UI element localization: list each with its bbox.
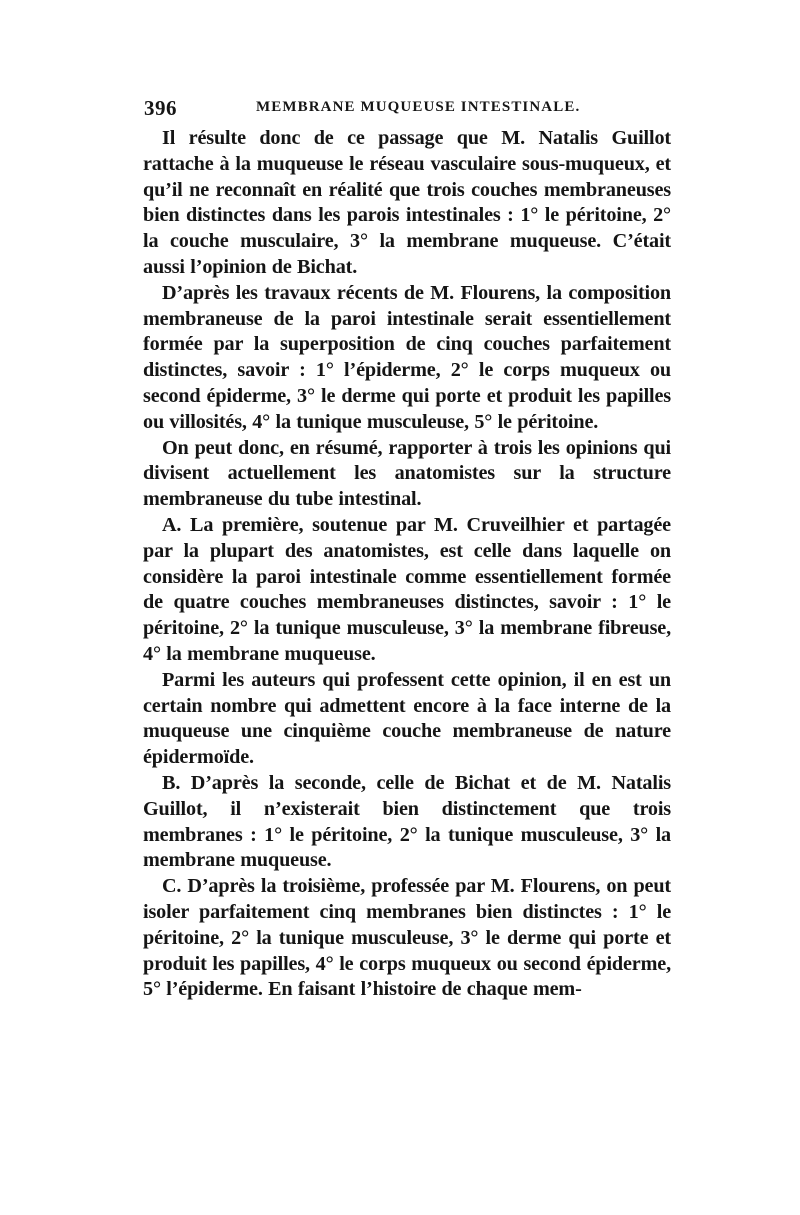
paragraph-opinion-a: A. La première, soutenue par M. Cruveilhier et partagée par la plupart des anatomistes, est celle dans laquelle on considère la paroi intestinale comme essentiellement formée de quatre couches membraneuses distinctes, savoir : 1° le péritoine, 2° la tunique musculeuse, 3° la membrane fibreuse, 4° la membrane muqueuse. <box>143 513 671 665</box>
running-head <box>144 96 674 122</box>
paragraph-guillot-summary: Il résulte donc de ce passage que M. Natalis Guillot rattache à la muqueuse le réseau vasculaire sous-muqueux, et qu’il ne reconnaît en réalité que trois couches membraneuses bien distinctes dans les parois intestinales : 1° le péritoine, 2° la couche musculaire, 3° la membrane muqueuse. C’était aussi l’opinion de Bichat. <box>143 127 671 278</box>
paragraph-fifth-layer: Parmi les auteurs qui professent cette opinion, il en est un certain nombre qui admettent encore à la face interne de la muqueuse une cinquième couche membraneuse de nature épidermoïde. <box>143 668 671 769</box>
paragraph-three-opinions: On peut donc, en résumé, rapporter à trois les opinions qui divisent actuellement les anatomistes sur la structure membraneuse du tube intestinal. <box>143 436 671 511</box>
page-number: 396 <box>144 96 177 120</box>
paragraph-opinion-c: C. D’après la troisième, professée par M. Flourens, on peut isoler parfaitement cinq membranes bien distinctes : 1° le péritoine, 2° la tunique musculeuse, 3° le derme qui porte et produit les papilles, 4° le corps muqueux ou second épiderme, 5° l’épiderme. En faisant l’histoire de chaque mem- <box>143 875 671 1001</box>
body-text <box>143 126 671 1003</box>
paragraph-opinion-b: B. D’après la seconde, celle de Bichat et de M. Natalis Guillot, il n’existerait bien distinctement que trois membranes : 1° le péritoine, 2° la tunique musculeuse, 3° la membrane muqueuse. <box>143 771 671 872</box>
running-title: MEMBRANE MUQUEUSE INTESTINALE. <box>256 99 581 115</box>
paragraph-flourens-composition: D’après les travaux récents de M. Flourens, la composition membraneuse de la paroi intestinale serait essentiellement formée par la superposition de cinq couches parfaitement distinctes, savoir : 1° l’épiderme, 2° le corps muqueux ou second épiderme, 3° le derme qui porte et produit les papilles ou villosités, 4° la tunique musculeuse, 5° le péritoine. <box>143 281 671 433</box>
